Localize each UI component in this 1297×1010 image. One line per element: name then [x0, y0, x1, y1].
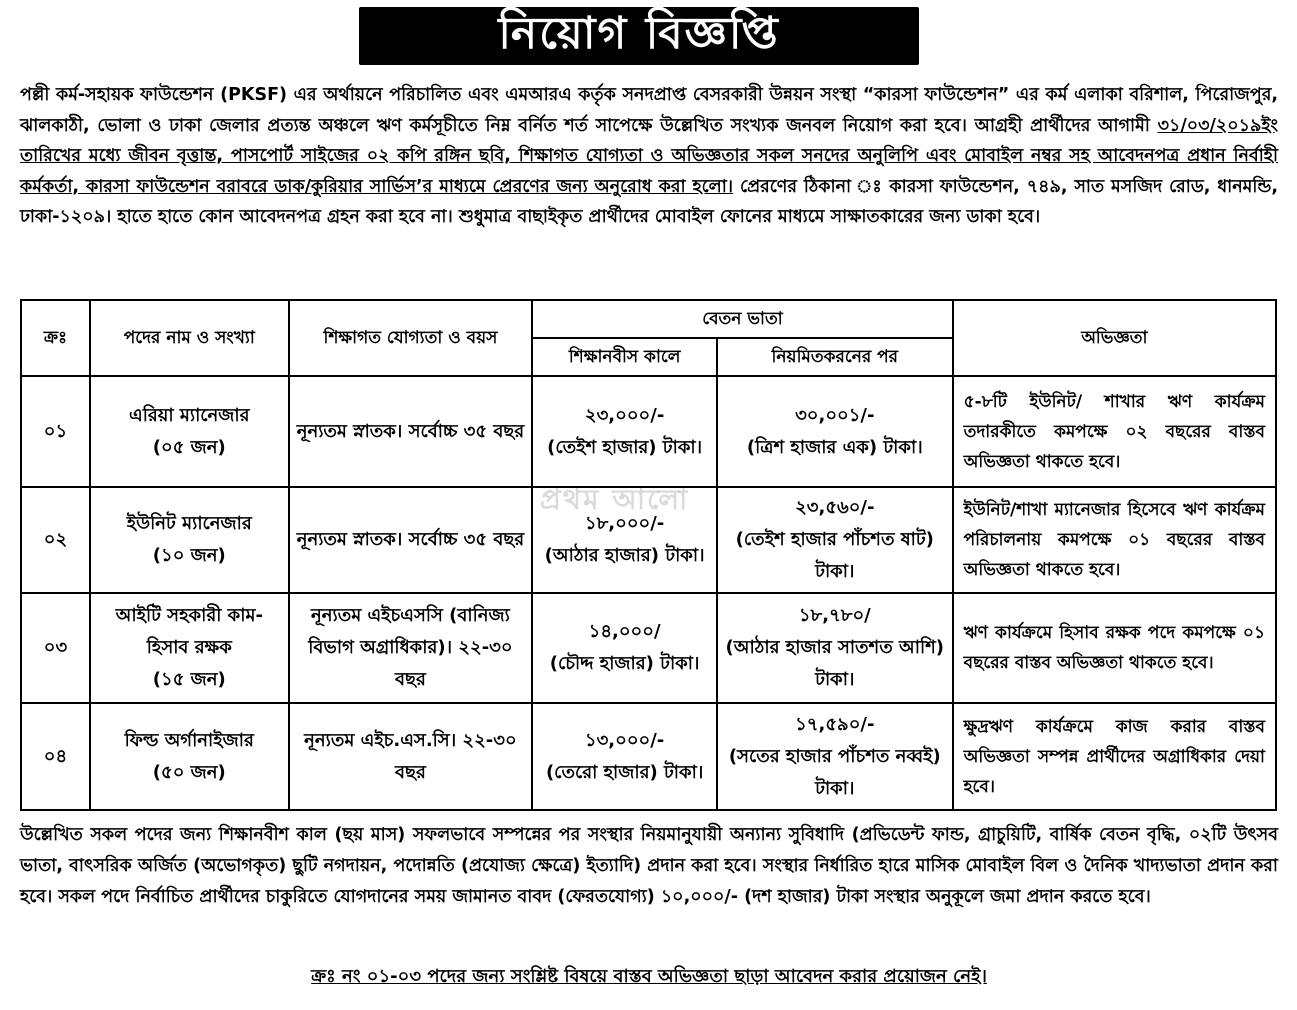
row-serial: ০৩: [21, 593, 90, 703]
post-name: আইটি সহকারী কাম- হিসাব রক্ষক: [115, 605, 263, 658]
row-education: নূন্যতম এইচএসসি (বানিজ্য বিভাগ অগ্রাধিকার)। ২২-৩০ বছর: [289, 593, 533, 703]
header-post-label: পদের নাম ও সংখ্যা: [123, 328, 255, 348]
trainee-amount: ১৮,০০০/-: [584, 513, 665, 534]
footer-paragraph: উল্লেখিত সকল পদের জন্য শিক্ষানবীশ কাল (ছয় মাস) সফলভাবে সম্পন্নের পর সংস্থার নিয়মানুযায়ী অন্যান্য সুবিধাদি (প্রভিডেন্ট ফান্ড, গ্রাচুয়িটি, বার্ষিক বেতন বৃদ্ধি, ০২টি উৎসব ভাতা, বাৎসরিক অর্জিত (অভোগকৃত) ছুটি নগদায়ন, পদোন্নতি (প্রযোজ্য ক্ষেত্রে) ইত্যাদি) প্রদান করা হবে। সংস্থার নির্ধারিত হারে মাসিক মোবাইল বিল ও দৈনিক খাদ্যভাতা প্রদান করা হবে। সকল পদে নির্বাচিত প্রার্থীদের চাকুরিতে যোগদানের সময় জামানত বাবদ (ফেরতযোগ্য) ১০,০০০/- (দশ হাজার) টাকা সংস্থার অনুকূলে জমা প্রদান করতে হবে।: [20, 825, 1278, 907]
header-serial: ক্রঃ: [21, 300, 90, 376]
page-title: নিয়োগ বিজ্ঞপ্তি: [359, 7, 919, 65]
table-row: [21, 593, 1276, 703]
row-education: নূন্যতম এইচ.এস.সি। ২২-৩০ বছর: [289, 703, 533, 810]
post-name: এরিয়া ম্যানেজার: [129, 404, 250, 426]
row-post: [90, 487, 289, 593]
row-salary-regular: [717, 593, 953, 703]
row-serial: ০২: [21, 487, 90, 593]
row-post: [90, 376, 289, 487]
row-experience: ঋণ কার্যক্রমে হিসাব রক্ষক পদে কমপক্ষে ০১ বছরের বাস্তব অভিজ্ঞতা থাকতে হবে।: [953, 593, 1276, 703]
intro-text-underlined: ৩১/০৩/২০১৯ইং তারিখের মধ্যে জীবন বৃত্তান্ত, পাসপোর্ট সাইজের ০২ কপি রঙ্গিন ছবি, শিক্ষাগত যোগ্যতা ও অভিজ্ঞতার সকল সনদের অনুলিপি এবং মোবাইল নম্বর সহ আবেদনপত্র প্রধান নির্বাহী কর্মকর্তা, কারসা ফাউন্ডেশন বরাবরে ডাক/কুরিয়ার সার্ভিস’র মাধ্যমে প্রেরণের জন্য অনুরোধ করা হলো।: [20, 115, 1278, 197]
row-salary-regular: [717, 487, 953, 593]
trainee-words: (চৌদ্দ হাজার) টাকা।: [549, 653, 700, 674]
closing-note-text: ক্রঃ নং ০১-০৩ পদের জন্য সংশ্লিষ্ট বিষয়ে বাস্তব অভিজ্ঞতা ছাড়া আবেদন করার প্রয়োজন নেই।: [311, 966, 987, 987]
regular-amount: ৩০,০০১/-: [795, 404, 875, 426]
row-post: [90, 703, 289, 810]
intro-text-1: পল্লী কর্ম-সহায়ক ফাউন্ডেশন (PKSF) এর অর্থায়নে পরিচালিত এবং এমআরএ কর্তৃক সনদপ্রাপ্ত বেসরকারী উন্নয়ন সংস্থা “কারসা ফাউন্ডেশন” এর কর্ম এলাকা বরিশাল, পিরোজপুর, ঝালকাঠী, ভোলা ও ঢাকা জেলার প্রত্যন্ত অঞ্চলে ঋণ কর্মসূচীতে নিম্ন বর্নিত শর্ত সাপেক্ষে উল্লেখিত সংখ্যক জনবল নিয়োগ করা হবে। আগ্রহী প্রার্থীদের আগামী: [20, 85, 1278, 136]
post-count: (১০ জন): [152, 545, 226, 566]
job-table: [20, 299, 1277, 811]
header-education: [289, 300, 533, 376]
table-row: [21, 376, 1276, 487]
header-post: [90, 300, 289, 376]
trainee-words: (আঠার হাজার) টাকা।: [544, 545, 705, 566]
row-experience: ৫-৮টি ইউনিট/ শাখার ঋণ কার্যক্রম তদারকীতে কমপক্ষে ০২ বছরের বাস্তব অভিজ্ঞতা থাকতে হবে।: [953, 376, 1276, 487]
row-serial: ০৪: [21, 703, 90, 810]
regular-words: (ত্রিশ হাজার এক) টাকা।: [746, 436, 923, 458]
table-row: [21, 703, 1276, 810]
row-salary-regular: [717, 703, 953, 810]
trainee-amount: ২৩,০০০/-: [584, 404, 665, 426]
post-count: (৫০ জন): [152, 761, 226, 783]
post-count: (০৫ জন): [152, 436, 226, 458]
header-salary-regular: নিয়মিতকরনের পর: [717, 338, 953, 376]
post-name: ফিল্ড অর্গানাইজার: [124, 729, 254, 751]
trainee-amount: ১৩,০০০/-: [584, 729, 665, 751]
row-experience: ইউনিট/শাখা ম্যানেজার হিসেবে ঋণ কার্যক্রম পরিচালনায় কমপক্ষে ০১ বছরের বাস্তব অভিজ্ঞতা থাকতে হবে।: [953, 487, 1276, 593]
table-row: [21, 487, 1276, 593]
intro-text-3: প্রেরণের ঠিকানা ঃ কারসা ফাউন্ডেশন, ৭৪৯, সাত মসজিদ রোড, ধানমন্ডি, ঢাকা-১২০৯। হাতে হাতে কোন আবেদনপত্র গ্রহন করা হবে না। শুধুমাত্র বাছাইকৃত প্রার্থীদের মোবাইল ফোনের মাধ্যমে সাক্ষাতকারের জন্য ডাকা হবে।: [20, 176, 1278, 227]
row-education: নূন্যতম স্নাতক। সর্বোচ্চ ৩৫ বছর: [289, 376, 533, 487]
header-education-label: শিক্ষাগত যোগ্যতা ও বয়স: [323, 328, 498, 348]
row-salary-regular: [717, 376, 953, 487]
regular-amount: ১৭,৫৯০/-: [795, 713, 875, 735]
post-count: (১৫ জন): [152, 669, 226, 690]
post-name: ইউনিট ম্যানেজার: [126, 513, 252, 534]
closing-note: [20, 962, 1278, 993]
trainee-words: (তেরো হাজার) টাকা।: [545, 761, 704, 783]
intro-paragraph: [20, 80, 1278, 233]
header-salary: বেতন ভাতা: [532, 300, 952, 338]
header-experience: অভিজ্ঞতা: [953, 300, 1276, 376]
trainee-amount: ১৪,০০০/: [588, 621, 661, 642]
row-serial: ০১: [21, 376, 90, 487]
trainee-words: (তেইশ হাজার) টাকা।: [547, 436, 703, 458]
watermark-text: প্রথম আলো: [540, 483, 690, 516]
row-salary-trainee: [532, 593, 717, 703]
row-salary-trainee: [532, 703, 717, 810]
row-post: [90, 593, 289, 703]
header-salary-trainee: শিক্ষানবীস কালে: [532, 338, 717, 376]
row-experience: ক্ষুদ্রঋণ কার্যক্রমে কাজ করার বাস্তব অভিজ্ঞতা সম্পন্ন প্রার্থীদের অগ্রাধিকার দেয়া হবে।: [953, 703, 1276, 810]
regular-words: (তেইশ হাজার পাঁচশত ষাট) টাকা।: [735, 529, 934, 582]
row-salary-trainee: [532, 376, 717, 487]
regular-words: (সতের হাজার পাঁচশত নব্বই) টাকা।: [728, 745, 941, 799]
regular-words: (আঠার হাজার সাতশত আশি) টাকা।: [725, 637, 945, 690]
row-salary-trainee: [532, 487, 717, 593]
regular-amount: ১৮,৭৮০/: [798, 605, 871, 626]
row-education: নূন্যতম স্নাতক। সর্বোচ্চ ৩৫ বছর: [289, 487, 533, 593]
regular-amount: ২৩,৫৬০/-: [795, 497, 875, 518]
